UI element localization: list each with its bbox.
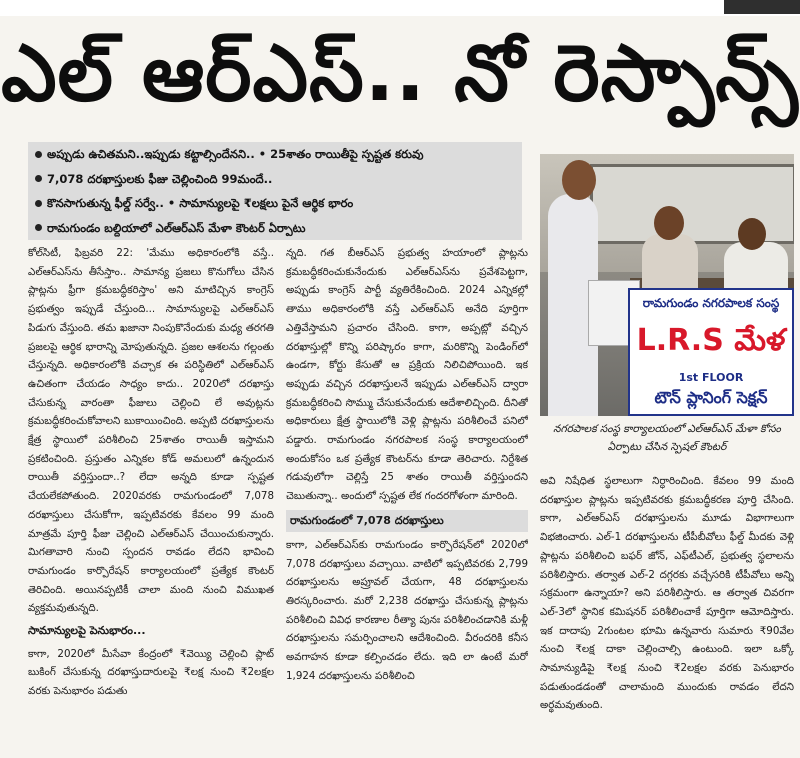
headline: ఎల్ ఆర్ఎస్.. నో రెస్పాన్స్: [1, 28, 799, 119]
bullet-item: [28, 167, 522, 192]
article-column-2: [286, 244, 528, 758]
bullet-dot-icon: [35, 200, 42, 207]
photo-person-seated: [642, 234, 698, 294]
bullet-text: రామగుండం బల్దియాలో ఎల్ఆర్ఎస్ మేళా కౌంటర్ ఏర్పాటు: [47, 220, 306, 235]
bullet-dot-icon: [35, 175, 42, 182]
top-strip: [0, 0, 800, 16]
bullet-item: [28, 142, 522, 167]
bullet-dot-icon: [35, 151, 42, 158]
article-paragraph: కాగా, ఎల్ఆర్ఎస్‌కు రామగుండం కార్పొరేషన్‌లో 2020లో 7,078 దరఖాస్తులు వచ్చాయి. వాటిలో ఇప్పటివరకు 2,799 దరఖాస్తులను అప్రూవల్ చేయగా, 48 దరఖాస్తులను తిరస్కరించారు. మరో 2,238 దరఖాస్తు చేసుకున్న ప్లాట్లను పరిశీలించి వివిధ కారణాల రీత్యా పునః పరిశీలించడానికి మళ్లీ దరఖాస్తులను సమర్పించాలని ఆదేశించింది. వీరందరికి కనీస అవగాహన కూడా కల్పించడం లేదు. ఇది లా ఉంటే మరో 1,924 దరఖాస్తులను పరిశీలించి: [286, 538, 528, 682]
bullet-summary-box: [28, 142, 522, 240]
top-strip-dark-block: [724, 0, 800, 14]
banner-floor-text: 1st FLOOR: [678, 371, 744, 384]
article-subhead: రామగుండంలో 7,078 దరఖాస్తులు: [286, 510, 528, 532]
bullet-item: [28, 191, 522, 216]
article-paragraph: కోల్‌సిటీ, ఫిబ్రవరి 22: 'మేము అధికారంలోకి వస్తే.. ఎల్ఆర్ఎస్‌ను తీసేస్తాం.. సామాన్య ప్రజలు కొనుగోలు చేసిన ప్లాట్లను ఫ్రీగా క్రమబద్ధీకరిస్తాం' అని మాటిచ్చిన కాంగ్రెస్ ప్రభుత్వం ఇప్పుడే చేస్తుంది... సామాన్యులపై ఎల్ఆర్ఎస్ పిడుగు వేస్తుంది. తమ ఖజానా నింపుకొనేందుకు మధ్య తరగతి ప్రజలపై ఆర్థిక భారాన్ని మోపుతున్నది. ప్రజల ఆశలను గల్లంతు చేస్తున్నది. అధికారంలోకి వచ్చాక ఈ పరిస్థితిలో ఎల్ఆర్ఎస్ ఉచితంగా చేయడం సాధ్యం కాదు.. 2020లో దరఖాస్తు చేసుకున్న వారంతా ఫీజులు చెల్లించి లే అవుట్లను క్రమబద్ధీకరించుకోవాలని బుకాయించింది. అప్పటి దరఖాస్తులను క్షేత్ర స్థాయిలో పరిశీలించి 25శాతం రాయితీ ఇస్తామని ప్రకటించింది. ప్రస్తుతం ఎన్నికల కోడ్ అమలులో ఉన్నందున రాయితీ వర్తిస్తుందా..? లేదా అన్నది కూడా స్పష్టత చేయలేకపోతుంది. 2020వరకు రామగుండంలో 7,078 దరఖాస్తులు చేసుకోగా, ఇప్పటివరకు కేవలం 99 మంది మాత్రమే పూర్తి ఫీజు చెల్లించి ఎల్ఆర్ఎస్ చేయించుకున్నారు. మిగతావారి నుంచి స్పందన రావడం లేదని భావించి రామగుండం కార్పొరేషన్ కార్యాలయంలో ప్రత్యేక కౌంటర్ తెరిచింది. అయినప్పటికీ చాలా మంది నుంచి విముఖత వ్యక్తమవుతున్నది.: [28, 247, 274, 615]
photo-person-seated-head: [654, 206, 684, 240]
article-column-3: [540, 472, 794, 758]
bullet-text: అప్పుడు ఉచితమని..ఇప్పుడు కట్టాల్సిందేనని.. • 25శాతం రాయితీపై స్పష్టత కరువు: [47, 147, 424, 161]
article-column-1: [28, 244, 274, 758]
article-paragraph: అవి నిషేధిత స్థలాలుగా నిర్ధారించింది. కేవలం 99 మంది దరఖాస్తుల ప్లాట్లను ఇప్పటివరకు క్రమబద్ధీకరణ పూర్తి చేసింది. కాగా, ఎల్ఆర్ఎస్ దరఖాస్తులను మూడు విభాగాలుగా విభజించారు. ఎల్-1 దరఖాస్తులను టీపీబీవోలు ఫీల్డ్ మీదకు వెళ్లి ప్లాట్లను పరిశీలించి బఫర్ జోన్, ఎఫ్‌టీఎల్, ప్రభుత్వ స్థలాలను పరిశీలిస్తారు. తర్వాత ఎల్-2 దగ్గరకు వచ్చేసరికి టీపీవోలు అన్ని సక్రమంగా ఉన్నాయా? అని పరిశీలిస్తారు. ఆ తర్వాత చివరగా ఎల్-3లో స్థానిక కమిషనర్ పరిశీలించాకే పూర్తిగా ఆమోదిస్తారు. ఇక దాదాపు 2గుంటల భూమి ఉన్నవారు సుమారు ₹90వేల నుంచి ₹లక్ష దాకా చెల్లించాల్సి ఉంటుంది. ఇలా ఒక్కో సామాన్యుడిపై ₹లక్ష నుంచి ₹2లక్షల వరకు పెనుభారం పడుతుండడంతో చాలామంది ముందుకు రావడం లేదని అర్థమవుతుంది.: [540, 475, 794, 712]
news-photo: [540, 154, 794, 416]
bullet-dot-icon: [35, 224, 42, 231]
photo-person-standing-head: [562, 160, 596, 200]
article-paragraph: న్నది. గత బీఆర్ఎస్ ప్రభుత్వ హయాంలో ప్లాట్లను క్రమబద్ధీకరించుకునేందుకు ఎల్ఆర్ఎస్‌ను ప్రవేశపెట్టగా, అప్పుడు కాంగ్రెస్ పార్టీ వ్యతిరేకించింది. 2024 ఎన్నికల్లో తాము అధికారంలోకి వస్తే ఎల్ఆర్ఎస్ అనేది పూర్తిగా ఎత్తివేస్తామని ప్రచారం చేసింది. కాగా, అప్పట్లో వచ్చిన దరఖాస్తుల్లో కొన్ని పరిష్కారం కాగా, మరికొన్ని పెండింగ్‌లో ఉండగా, కోర్టు కేసుతో ఆ ప్రక్రియ నిలిచిపోయింది. ఇక అప్పుడు వచ్చిన దరఖాస్తులనే ఇప్పుడు ఎల్ఆర్ఎస్ ద్వారా క్రమబద్ధీకరించి సొమ్ము చేసుకునేందుకు ఆదేశాలిచ్చింది. దీనితో అధికారులు క్షేత్ర స్థాయిలోకి వెళ్లి ప్లాట్లను పరిశీలించే పనిలో పడ్డారు. రామగుండం నగరపాలక సంస్థ కార్యాలయంలో అందుకోసం ఒక ప్రత్యేక కౌంటర్‌ను కూడా తెరిచారు. నిర్దేశిత గడువులోగా చెల్లిస్తే 25 శాతం రాయితీ వర్తిస్తుందని చెబుతున్నా.. అందులో స్పష్టత లేక గందరగోళంగా మారింది.: [286, 247, 528, 503]
banner-bottom-text: టౌన్ ప్లానింగ్ సెక్షన్: [654, 388, 768, 407]
photo-person-officer-head: [738, 218, 766, 250]
photo-caption: నగరపాలక సంస్థ కార్యాలయంలో ఎల్ఆర్ఎస్ మేళా కోసం ఏర్పాటు చేసిన స్పెషల్ కౌంటర్: [553, 423, 781, 453]
bullet-text: 7,078 దరఖాస్తులకు ఫీజు చెల్లించింది 99మందే..: [47, 171, 273, 186]
bullet-text: కొనసాగుతున్న ఫీల్డ్ సర్వే.. • సామాన్యులపై ₹లక్షలు పైనే ఆర్థిక భారం: [47, 196, 354, 210]
article-subhead: సామాన్యులపై పెనుభారం...: [28, 624, 146, 638]
banner-top-text: రామగుండం నగరపాలక సంస్థ: [642, 296, 780, 310]
banner-main-text: L.R.S మేళ: [636, 323, 786, 358]
lrs-mela-banner: [628, 288, 794, 416]
article-paragraph: కాగా, 2020లో మీసేవా కేంద్రంలో ₹వెయ్యి చెల్లించి ప్లాట్ బుకింగ్ చేసుకున్న దరఖాస్తుదారులపై ₹లక్ష నుంచి ₹2లక్షల వరకు పెనుభారం పడుతు: [28, 647, 274, 698]
bullet-item: [28, 216, 522, 241]
